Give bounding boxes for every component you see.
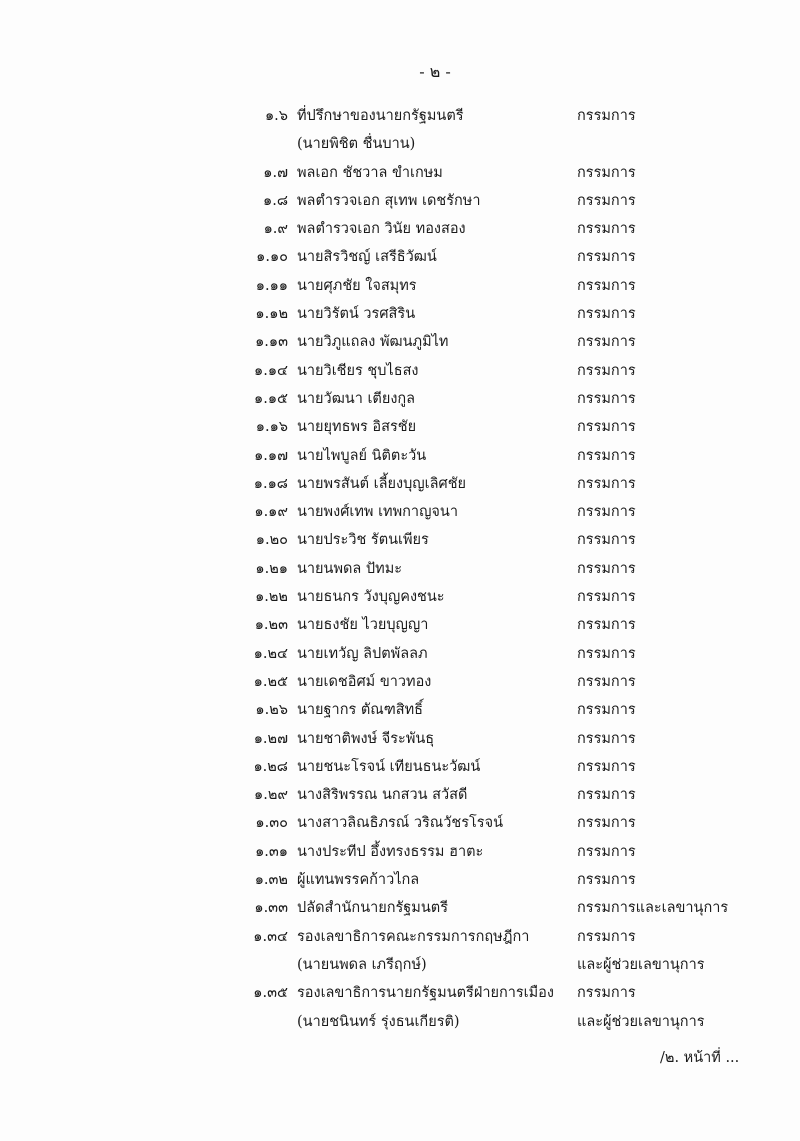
member-role: กรรมการ [577, 504, 636, 521]
item-number: ๑.๒๐ [255, 532, 288, 549]
member-role: กรรมการ [577, 758, 636, 775]
member-role: กรรมการ [577, 702, 636, 719]
item-number: ๑.๗ [263, 164, 288, 181]
member-name: นายศุภชัย ใจสมุทร [297, 277, 417, 294]
item-number: ๑.๑๗ [254, 447, 288, 464]
committee-member-row [0, 159, 800, 187]
committee-member-row [0, 413, 800, 441]
member-name: นางสาวลิณธิภรณ์ วริณวัชรโรจน์ [297, 815, 504, 832]
member-role: กรรมการ [577, 475, 636, 492]
member-role: กรรมการ [577, 447, 636, 464]
committee-member-row [0, 725, 800, 753]
member-role: กรรมการ [577, 192, 636, 209]
committee-member-row [0, 442, 800, 470]
member-role: กรรมการ [577, 108, 636, 124]
member-role: กรรมการ [577, 589, 636, 606]
committee-member-row [0, 753, 800, 781]
item-number: ๑.๑๒ [255, 306, 288, 323]
member-role: กรรมการ [577, 419, 636, 436]
member-name: นายวัฒนา เตียงกูล [297, 390, 416, 407]
member-role: กรรมการ [577, 390, 636, 407]
item-number: ๑.๒๗ [253, 730, 288, 747]
committee-member-row [0, 838, 800, 866]
item-number: ๑.๓๒ [254, 872, 288, 889]
committee-member-row [0, 951, 800, 979]
member-name: นางสิริพรรณ นกสวน สวัสดี [297, 787, 468, 804]
member-name: นายสิรวิชญ์ เสรีธิวัฒน์ [297, 249, 437, 266]
member-role: กรรมการ [577, 730, 636, 747]
member-name: นายธนกร วังบุญคงชนะ [297, 589, 445, 606]
item-number: ๑.๓๕ [253, 985, 288, 1002]
item-number: ๑.๑๕ [254, 390, 288, 407]
member-name: (นายนพดล เภรีฤกษ์) [297, 956, 427, 973]
member-role: กรรมการ [577, 221, 636, 238]
member-name: ที่ปรึกษาของนายกรัฐมนตรี [297, 108, 464, 124]
committee-member-row [0, 498, 800, 526]
item-number: ๑.๒๔ [253, 645, 288, 662]
member-role: กรรมการ [577, 673, 636, 690]
member-role: กรรมการและเลขานุการ [577, 900, 729, 917]
continuation-note: /๒. หน้าที่ ... [660, 1050, 740, 1066]
member-name: ปลัดสำนักนายกรัฐมนตรี [297, 900, 448, 917]
member-name: นายประวิช รัตนเพียร [297, 532, 429, 549]
committee-member-row [0, 809, 800, 837]
member-role: กรรมการ [577, 815, 636, 832]
member-name: นายชาติพงษ์ จีระพันธุ [297, 730, 435, 747]
committee-list [0, 102, 800, 1036]
item-number: ๑.๓๓ [254, 900, 288, 917]
item-number: ๑.๑๑ [255, 277, 288, 294]
committee-member-row [0, 243, 800, 271]
member-name: นายเทวัญ ลิปตพัลลภ [297, 645, 428, 662]
item-number: ๑.๖ [264, 108, 288, 124]
committee-member-row [0, 611, 800, 639]
item-number: ๑.๓๑ [255, 843, 288, 860]
committee-member-row [0, 470, 800, 498]
item-number: ๑.๒๓ [254, 617, 288, 634]
member-name: ผู้แทนพรรคก้าวไกล [297, 872, 420, 889]
member-name: พลตำรวจเอก วินัย ทองสอง [297, 221, 466, 238]
member-name: พลตำรวจเอก สุเทพ เดชรักษา [297, 192, 481, 209]
member-name: นายพรสันต์ เลี้ยงบุญเลิศชัย [297, 475, 467, 492]
member-role: และผู้ช่วยเลขานุการ [577, 956, 705, 973]
member-role: กรรมการ [577, 928, 636, 945]
committee-member-row [0, 866, 800, 894]
member-role: กรรมการ [577, 787, 636, 804]
member-role: กรรมการ [577, 617, 636, 634]
item-number: ๑.๒๙ [254, 787, 288, 804]
committee-member-row [0, 187, 800, 215]
item-number: ๑.๒๑ [255, 560, 288, 577]
item-number: ๑.๑๔ [254, 362, 288, 379]
member-name: นายฐากร ตัณฑสิทธิ์ [297, 702, 424, 719]
member-name: นายธงชัย ไวยบุญญา [297, 617, 429, 634]
committee-member-row [0, 583, 800, 611]
member-name: (นายพิชิต ชื่นบาน) [297, 136, 416, 153]
member-name: นายวิรัตน์ วรศสิริน [297, 306, 416, 323]
committee-member-row [0, 894, 800, 922]
committee-member-row [0, 668, 800, 696]
item-number: ๑.๑๖ [255, 419, 288, 436]
committee-member-row [0, 102, 800, 130]
item-number: ๑.๑๐ [256, 249, 288, 266]
member-name: รองเลขาธิการนายกรัฐมนตรีฝ่ายการเมือง [297, 985, 554, 1002]
member-name: พลเอก ชัชวาล ขำเกษม [297, 164, 443, 181]
member-name: (นายชนินทร์ รุ่งธนเกียรติ) [297, 1013, 460, 1030]
member-name: นางประทีป อึ้งทรงธรรม ฮาตะ [297, 843, 484, 860]
member-role: กรรมการ [577, 277, 636, 294]
member-name: นายวิเชียร ชุบไธสง [297, 362, 419, 379]
item-number: ๑.๙ [263, 221, 288, 238]
item-number: ๑.๘ [263, 192, 288, 209]
member-name: รองเลขาธิการคณะกรรมการกฤษฎีกา [297, 928, 530, 945]
member-role: กรรมการ [577, 560, 636, 577]
item-number: ๑.๓๐ [255, 815, 288, 832]
committee-member-row [0, 1008, 800, 1036]
committee-member-row [0, 130, 800, 158]
item-number: ๑.๒๖ [255, 702, 288, 719]
member-role: กรรมการ [577, 645, 636, 662]
member-name: นายไพบูลย์ นิติตะวัน [297, 447, 427, 464]
member-role: และผู้ช่วยเลขานุการ [577, 1013, 705, 1030]
member-name: นายยุทธพร อิสรชัย [297, 419, 417, 436]
item-number: ๑.๓๔ [253, 928, 288, 945]
member-role: กรรมการ [577, 249, 636, 266]
item-number: ๑.๒๕ [253, 673, 288, 690]
member-role: กรรมการ [577, 872, 636, 889]
member-role: กรรมการ [577, 164, 636, 181]
committee-member-row [0, 328, 800, 356]
committee-member-row [0, 696, 800, 724]
committee-member-row [0, 357, 800, 385]
member-role: กรรมการ [577, 985, 636, 1002]
member-role: กรรมการ [577, 532, 636, 549]
member-role: กรรมการ [577, 334, 636, 351]
member-role: กรรมการ [577, 306, 636, 323]
member-role: กรรมการ [577, 362, 636, 379]
member-name: นายชนะโรจน์ เทียนธนะวัฒน์ [297, 758, 481, 775]
item-number: ๑.๒๒ [255, 589, 288, 606]
committee-member-row [0, 300, 800, 328]
committee-member-row [0, 979, 800, 1007]
committee-member-row [0, 526, 800, 554]
committee-member-row [0, 640, 800, 668]
committee-member-row [0, 923, 800, 951]
member-name: นายนพดล ปัทมะ [297, 560, 403, 577]
committee-member-row [0, 215, 800, 243]
item-number: ๑.๑๙ [254, 504, 288, 521]
member-role: กรรมการ [577, 843, 636, 860]
item-number: ๑.๑๘ [253, 475, 288, 492]
item-number: ๑.๑๓ [255, 334, 288, 351]
member-name: นายเดชอิศม์ ขาวทอง [297, 673, 432, 690]
committee-member-row [0, 385, 800, 413]
page-number: - ๒ - [419, 62, 451, 81]
member-name: นายวิภูแถลง พัฒนภูมิไท [297, 334, 449, 351]
committee-member-row [0, 781, 800, 809]
committee-member-row [0, 555, 800, 583]
item-number: ๑.๒๘ [253, 758, 288, 775]
committee-member-row [0, 272, 800, 300]
member-name: นายพงศ์เทพ เทพกาญจนา [297, 504, 458, 521]
